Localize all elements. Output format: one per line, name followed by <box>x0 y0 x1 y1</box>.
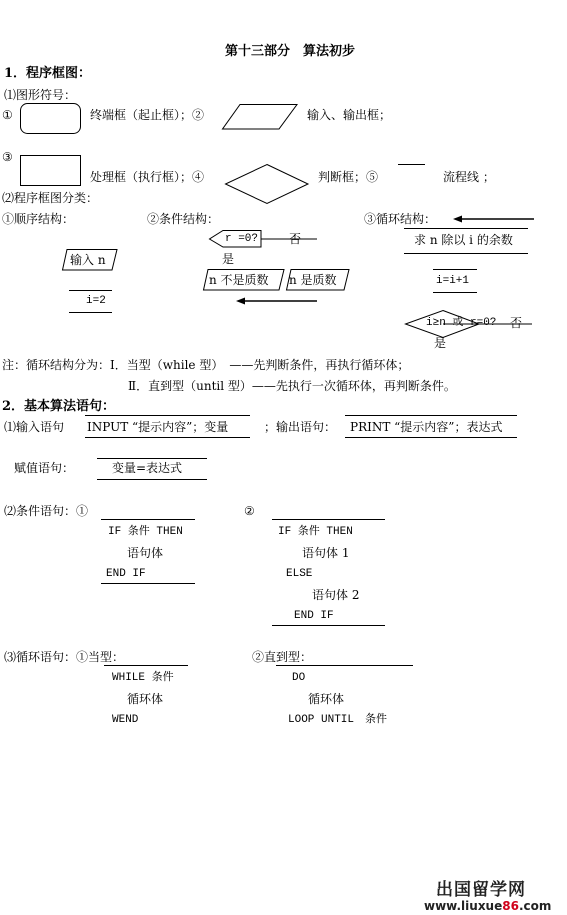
conditional-statement-label: ⑵条件语句：① <box>4 504 89 518</box>
assign-stmt-top <box>97 458 207 459</box>
watermark-url <box>424 900 551 913</box>
until-top <box>276 665 413 666</box>
assign-statement-label: 赋值语句： <box>14 461 75 475</box>
loop-yes: 是 <box>434 336 447 350</box>
symbol-number-1: ① <box>2 108 13 122</box>
until-line-1: DO <box>292 672 306 684</box>
flowline-label: 流程线 ； <box>443 170 495 184</box>
loop-increment-text: i=i+1 <box>436 275 470 287</box>
loop-remainder-top <box>404 228 528 229</box>
loop-no: 否 <box>510 316 523 330</box>
if1-top <box>101 519 195 520</box>
symbol-number-3: ③ <box>2 150 13 164</box>
process-label: 处理框（执行框）；④ <box>90 170 205 184</box>
loop-increment-top <box>433 269 477 270</box>
conditional-arrow <box>236 297 318 305</box>
watermark-title: 出国留学网 <box>436 880 526 900</box>
assign-stmt: 变量=表达式 <box>112 461 183 475</box>
page-title: 第十三部分 算法初步 <box>225 44 356 59</box>
conditional-label: ②条件结构： <box>147 212 220 226</box>
loop-statement-num2: ②直到型： <box>252 650 313 664</box>
if2-line-3: ELSE <box>286 568 313 580</box>
if2-line-4: 语句体 2 <box>312 588 360 602</box>
watermark-url-post: .com <box>518 899 552 913</box>
conditional-yes: 是 <box>222 252 235 266</box>
if1-bottom <box>101 583 195 584</box>
input-stmt-top <box>85 415 250 416</box>
if2-line-1: IF 条件 THEN <box>278 526 353 538</box>
while-top <box>104 665 188 666</box>
while-line-3: WEND <box>112 714 139 726</box>
if1-line-3: END IF <box>106 568 146 580</box>
if2-bottom <box>272 625 385 626</box>
note-line-1: 注：循环结构分为：Ⅰ．当型（while 型） ——先判断条件，再执行循环体； <box>2 358 410 372</box>
terminal-symbol <box>20 103 82 135</box>
sequence-assign-top <box>69 290 112 291</box>
process-symbol <box>20 155 82 187</box>
input-stmt-bottom <box>85 437 250 438</box>
watermark-url-pre: www.liuxue <box>424 899 503 913</box>
classification-heading: ⑵程序框图分类： <box>2 191 99 205</box>
loop-remainder-bottom <box>404 253 528 254</box>
watermark-url-num: 86 <box>502 899 519 913</box>
loop-label: ③循环结构： <box>364 212 437 226</box>
conditional-out-no-text: n 不是质数 <box>209 273 269 287</box>
terminal-label: 终端框（起止框）；② <box>90 108 205 122</box>
if1-line-1: IF 条件 THEN <box>108 526 183 538</box>
loop-statement-label: ⑶循环语句：①当型： <box>4 650 125 664</box>
symbols-heading: ⑴图形符号： <box>4 88 77 102</box>
section2-heading: 2．基本算法语句： <box>2 399 116 414</box>
if2-top <box>272 519 385 520</box>
loop-cond-text: i≥n 或 r=0? <box>426 317 497 329</box>
conditional-no: 否 <box>289 232 302 246</box>
until-line-3: LOOP UNTIL 条件 <box>288 714 388 726</box>
sequence-assign-text: i=2 <box>86 295 106 307</box>
loop-arrow <box>453 215 535 223</box>
conditional-cond-text: r =0? <box>225 233 259 245</box>
if2-line-2: 语句体 1 <box>302 546 350 560</box>
loop-remainder-text: 求 n 除以 i 的余数 <box>414 233 513 247</box>
io-symbol <box>222 104 298 130</box>
section1-heading: 1．程序框图： <box>4 66 92 81</box>
conditional-statement-num2: ② <box>244 504 255 518</box>
output-statement-label: ；输出语句： <box>264 420 337 434</box>
decision-symbol <box>225 164 309 204</box>
io-label: 输入、输出框； <box>307 108 392 122</box>
print-stmt-bottom <box>345 437 517 438</box>
if2-line-5: END IF <box>294 610 334 622</box>
decision-label: 判断框；⑤ <box>318 170 379 184</box>
input-stmt: INPUT “提示内容”；变量 <box>87 420 229 434</box>
flowline-symbol <box>398 164 425 165</box>
io-statement-label: ⑴输入语句 <box>4 420 65 434</box>
loop-increment-bottom <box>433 292 477 293</box>
until-line-2: 循环体 <box>308 692 345 706</box>
assign-stmt-bottom <box>97 479 207 480</box>
print-stmt: PRINT “提示内容”；表达式 <box>350 420 503 434</box>
if1-line-2: 语句体 <box>127 546 164 560</box>
sequence-input-text: 输入 n <box>70 253 106 267</box>
sequence-label: ①顺序结构： <box>2 212 75 226</box>
sequence-assign-bottom <box>69 312 112 313</box>
while-line-2: 循环体 <box>127 692 164 706</box>
conditional-out-yes-text: n 是质数 <box>289 273 337 287</box>
while-line-1: WHILE 条件 <box>112 672 174 684</box>
print-stmt-top <box>345 415 517 416</box>
note-line-2: Ⅱ．直到型（until 型）——先执行一次循环体，再判断条件。 <box>128 379 456 393</box>
